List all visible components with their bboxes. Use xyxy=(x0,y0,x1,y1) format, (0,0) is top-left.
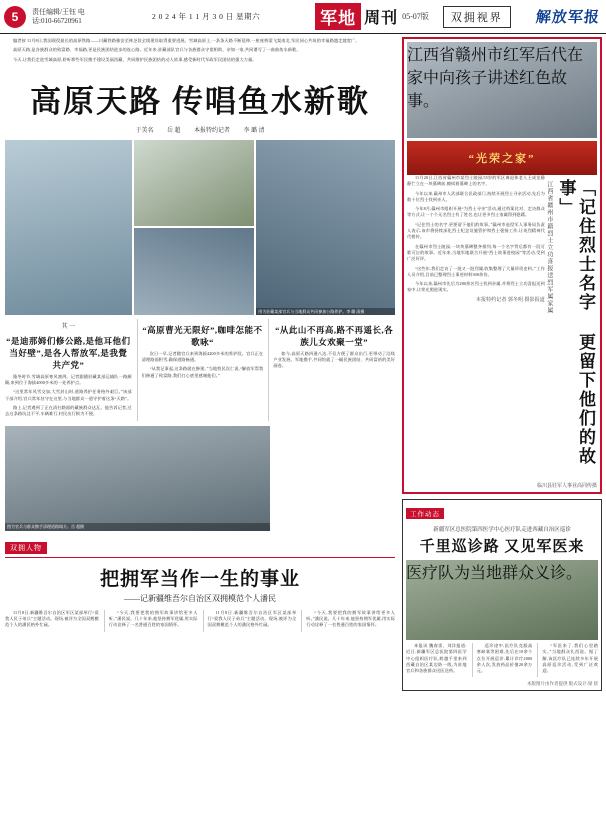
main-content-column xyxy=(0,34,400,835)
secondary-column-2 xyxy=(104,610,198,632)
article-column-3 xyxy=(268,319,395,421)
feature-headline: 「记住烈士名字 更留下他们的故事」 xyxy=(556,179,595,466)
feature-headline-area xyxy=(407,175,597,479)
feature-credit: 临川县驻军人事业高同传摄 xyxy=(536,484,597,489)
paragraph: 在赣州市烈士陵园,一块块墓碑整齐排列,每一个名字背后都有一段可歌可泣的故事。近年来,当地军地联合开展“烈士故事进校园”等活动,受到广泛好评。 xyxy=(407,243,545,262)
article-body-columns xyxy=(5,319,395,421)
paragraph: 隆冬时节,雪域高原寒风凛冽。记者跟随驻藏某部运输队一路颠簸,来到位于海拔4000多米的一处养护点。 xyxy=(5,373,132,386)
paragraph: 路上,记者遇到了正在清扫路面的藏族群众达瓦。他告诉记者,过去这条路坑洼不平,车辆难行,村民出行极为不便。 xyxy=(5,405,132,417)
secondary-column-1 xyxy=(5,610,99,632)
newspaper-logo: 解放军报 xyxy=(534,10,601,26)
page-title: 高原天路 传唱鱼水新歌 xyxy=(30,83,370,119)
article-text xyxy=(273,351,395,370)
photo-montage xyxy=(5,140,395,315)
paragraph: “今天,我要把我的拥军故事讲给更多人听。”潘民说。几十年来,他坚持拥军优属,用实际行动诠释了一名普通百姓的家国情怀。 xyxy=(306,609,395,628)
work-updates-badge: 工作动态 xyxy=(406,508,444,519)
section-title: 双拥视界 xyxy=(443,6,511,28)
section-header xyxy=(5,537,395,558)
sub-headline: “是迪那姆们修公路,是他耳他们当好壁”,是各人帮放军,是我覺共产党” xyxy=(6,335,131,370)
masthead xyxy=(0,0,606,34)
photo-mountain-road xyxy=(256,140,395,315)
article-text xyxy=(5,374,132,418)
edition-label: 05-07版 xyxy=(402,12,429,21)
work-column-3 xyxy=(537,643,598,677)
photo-highway-bridge xyxy=(5,140,132,315)
work-body-columns xyxy=(406,643,598,677)
paragraph: “从我记事起,这条路就在修建。”当地牧民次仁说,“解放军帮我们修通了致富路,我们打心底里感谢他们。” xyxy=(141,366,264,378)
right-column xyxy=(400,34,606,835)
section-badge: 双拥人物 xyxy=(5,542,47,554)
photo-road-repair xyxy=(5,426,270,531)
photo-medical-team xyxy=(406,560,598,640)
photo-veteran-family xyxy=(407,42,597,138)
page-number-badge: 5 xyxy=(4,6,26,28)
paragraph: 11月8日,新疆维吾尔自治区军区某部举行“爱我人民子弟兵”主题活动。现场,被评为全国双拥模范个人的潘民格外忙碌。 xyxy=(207,609,297,628)
photo-troops-training xyxy=(134,228,255,315)
editor-info: 责任编辑/王钰 电话:010-66720961 xyxy=(32,8,85,25)
paragraph: 今年8月,赣州市组织开展“为烈士寻亲”活动,通过档案比对、走访群众等方式,让一个个无名烈士有了姓名,也让更多烈士家属得到慰藉。 xyxy=(407,206,545,218)
paragraph: 巡诊途中,医疗队克服高寒缺氧等困难,先后在10余个点位开展巡诊,累计诊疗2000余人次,发放药品价值20余万元。 xyxy=(476,643,533,674)
feature-signature: 本报特约记者 郭冬明 摄影报道 xyxy=(475,297,545,303)
article-text xyxy=(142,351,264,379)
paragraph: “这些年,我们走访了一批又一批烈属,收集整理了大量珍贵史料。”工作人员介绍,目前已整理烈士事迹材料300余份。 xyxy=(407,265,545,277)
work-headline: 千里巡诊路 又见军医来 xyxy=(419,539,585,555)
feature-story-box xyxy=(402,37,602,494)
paragraph: “记住烈士的名字,更要留下他们的故事。”赣州市退役军人事务局负责人表示,该市将持续深化烈士纪念设施管护和烈士褒扬工作,让英烈精神代代相传。 xyxy=(407,221,545,240)
feature-subheadline: 江西省赣州市籍烈士立功喜报送烈军属家属 xyxy=(545,181,552,314)
lead-paragraph: 高原天路,是各族群众的致富路、幸福路,更是民族团结进步的连心路。近年来,驻藏部队官兵与各族群众守望相助、亲如一家,共同谱写了一曲曲鱼水新歌。 xyxy=(13,47,301,53)
work-column-2 xyxy=(472,643,533,677)
byline-role: 本报特约记者 xyxy=(194,127,231,134)
secondary-subheadline: ——记新疆维吾尔自治区双拥模范个人潘民 xyxy=(124,593,276,603)
paragraph: 今年以来,赣州市先后为280余名烈士找到亲属,并将烈士立功喜报送到家中,让荣光照进现实。 xyxy=(407,281,545,293)
sub-kicker: 其 一 xyxy=(61,323,76,330)
paragraph: 11月20日,江西省赣州市某烈士陵园,55岁的军区离退休老人王成龙静静伫立在一块墓碑前,擦拭着墓碑上的名字。 xyxy=(407,175,545,187)
photo-caption: 医疗队为当地群众义诊。 xyxy=(406,565,583,582)
editors-note xyxy=(5,38,395,66)
lead-paragraph: 今天,让我们走进雪域高原,聆听那些军民携手建设美丽西藏、共同维护民族团结的动人故事,感受新时代军政军民团结的强大力量。 xyxy=(13,56,257,62)
byline-author: 李 璐 清 xyxy=(243,127,265,134)
secondary-column-3 xyxy=(203,610,297,632)
paragraph: 次日一早,记者随官兵来到海拔4200多米的养护段。官兵正在清理路面积雪,确保道路畅通。 xyxy=(141,350,264,363)
paragraph: “这里常年风雪交加,大雪封山时,道路养护任务格外艰巨。”该部干部介绍,官兵常年驻守在这里,与当地群众一道守护着这条“天路”。 xyxy=(5,389,132,401)
paragraph: 11月8日,新疆维吾尔自治区军区某部举行“爱我人民子弟兵”主题活动。现场,被评为全国双拥模范个人的潘民格外忙碌。 xyxy=(5,609,99,628)
brand-logo xyxy=(315,3,429,30)
page-footer-credit: 本版图片由作者提供 版式设计:梁 晨 xyxy=(527,681,598,687)
secondary-column-4 xyxy=(301,610,395,632)
paragraph: 如今,高原天路四通八达,不仅方便了群众出行,更带动了沿线产业发展。军地携手,共同绘就了一幅民族团结、共同富裕的美好画卷。 xyxy=(273,350,395,369)
article-column-1 xyxy=(5,319,132,421)
byline-author: 岳 超 xyxy=(166,127,181,134)
photo-caption: 江西省赣州市红军后代在家中向孩子讲述红色故事。 xyxy=(407,47,584,110)
brand-jundi: 军地 xyxy=(315,3,361,30)
secondary-headline: 把拥军当作一生的事业 xyxy=(99,568,300,590)
paragraph: 本报讯 魏春雷、刘洋报道:近日,新疆军区总医院第四医学中心组织医疗队,跨越千里来到西藏自治区某边防一线,为驻地官兵和各族群众送医送药。 xyxy=(406,643,467,674)
byline xyxy=(5,125,395,134)
honor-plaque: “光荣之家” xyxy=(407,141,597,175)
feature-body xyxy=(407,175,545,479)
sub-headline: “高原曹光无限好”,咖啡怎能不歌咏“ xyxy=(142,324,263,347)
paragraph: “今天,我要把我的拥军故事讲给更多人听。”潘民说。几十年来,他坚持拥军优属,用实际行动诠释了一名普通百姓的家国情怀。 xyxy=(108,609,198,628)
photo-soldiers-village xyxy=(134,140,255,227)
paragraph: “军医来了,我们心里踏实。”当地群众扎西说。据了解,该医疗队已连续多年开展高原巡诊活动,受到广泛欢迎。 xyxy=(542,643,598,674)
photo-caption: 图为官兵与群众携手清理道路塌方。岳 超摄 xyxy=(5,523,270,530)
photo-caption: 图为驻藏某部官兵与当地群众共同参加公路养护。李 璐 清摄 xyxy=(256,308,395,315)
brand-zhoukan: 周刊 xyxy=(364,10,399,27)
paragraph: 今年以来,赣州市人武部联合民政部门,持续开展烈士寻亲活动,先后为数十位烈士找到亲人。 xyxy=(407,190,545,202)
work-updates-box xyxy=(402,499,602,691)
editors-note-text xyxy=(5,38,395,66)
article-column-2 xyxy=(137,319,264,421)
work-column-1 xyxy=(406,643,467,677)
byline-author: 于美名 xyxy=(135,127,154,134)
secondary-body-columns xyxy=(5,610,395,632)
lead-paragraph: 编者按 11月8日,我国现役最长的高原铁路——川藏铁路雅安至林芝段全线建设取得重要进展。雪域高原上,一条条天路不断延伸,一座座桥梁飞架南北,军民同心共筑的幸福路越走越宽广。 xyxy=(13,38,360,43)
work-kicker: 新疆军区总医院第四医学中心医疗队走进西藏自治区巡诊 xyxy=(433,527,571,533)
publication-date: 2 0 2 4 年 1 1 月 3 0 日 星期六 xyxy=(152,12,261,21)
sub-headline: “从此山不再高,路不再遥长,各族儿女欢聚一堂” xyxy=(275,324,394,347)
